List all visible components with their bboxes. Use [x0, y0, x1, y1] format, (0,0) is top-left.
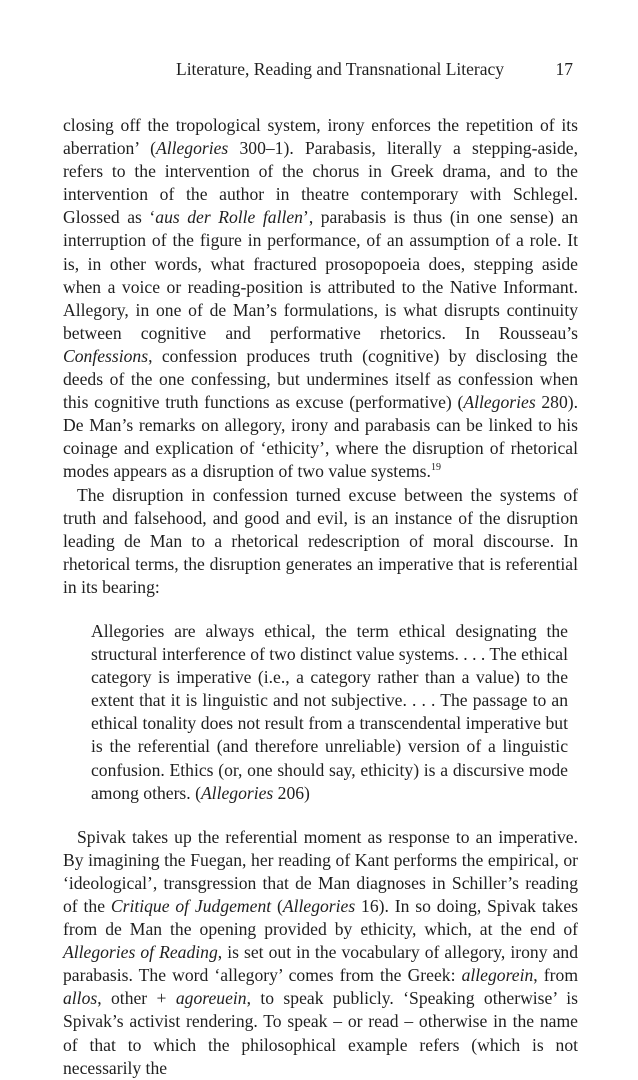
italic-text: allegorein [461, 965, 534, 986]
italic-text: Allegories [463, 392, 536, 413]
text-run: ( [271, 896, 283, 916]
running-header [176, 57, 573, 81]
italic-text: aus der Rolle fallen [155, 207, 303, 228]
text-run: closing off the tropological system, irony enforces the repetition of its aberration’ ( [63, 115, 578, 159]
text-run: Allegories are always ethical, the term ethical designating the structural interference of two distinct value systems. . . . The ethical category is imperative (i.e., a category rather than a value) to the extent that it is linguistic and not subjective. . . . The passage to an ethical tonality does not result from a transcendental imperative but is the referential (and therefore unreliable) version of a linguistic confusion. Ethics (or, one should say, ethicity) is a discursive mode among others. ( [91, 620, 568, 803]
block-quote [91, 620, 568, 805]
running-title: Literature, Reading and Transnational Literacy [176, 59, 505, 79]
italic-text: Allegories [200, 782, 274, 803]
text-run: , other + [97, 988, 176, 1009]
text-run: Spivak takes up the referential moment as response to an imperative. By imagining the Fuegan, her reading of Kant performs the empirical, or ‘ideological’, transgression that de Man diagnoses in Schiller’s reading of the [63, 826, 578, 916]
page-number: 17 [555, 59, 573, 79]
body-text [63, 114, 578, 1080]
italic-text: Allegories [155, 138, 229, 159]
italic-text: Confessions [63, 345, 149, 366]
text-run: , is set out in the vocabulary of allegory, irony and parabasis. The word ‘allegory’ comes from the Greek: [63, 942, 578, 986]
italic-text: Critique of Judgement [110, 896, 272, 916]
paragraph [63, 484, 578, 599]
footnote-marker: 19 [430, 462, 441, 474]
paragraph [63, 114, 578, 484]
paragraph [63, 826, 578, 1080]
text-run: , from [533, 965, 579, 986]
text-run: , confession produces truth (cognitive) by disclosing the deeds of the one confessing, but undermines itself as confession when this cognitive truth functions as excuse (performative) ( [63, 345, 578, 413]
text-run: , to speak publicly. ‘Speaking otherwise’ is Spivak’s activist rendering. To speak – or read – otherwise in the name of that to which the philosophical example refers (which is not necessarily the [63, 988, 578, 1078]
italic-text: Allegories [282, 896, 356, 916]
text-run: ’, parabasis is thus (in one sense) an interruption of the figure in performance, of an assumption of a role. It is, in other words, what fractured prosopopoeia does, stepping aside when a voice or reading-position is attributed to the Native Informant. Allegory, in one of de Man’s formulations, is what disrupts continuity between cognitive and performative rhetorics. In Rousseau’s [63, 207, 578, 343]
text-run: 16). In so doing, Spivak takes from de Man the opening provided by ethicity, which, at the end of [63, 896, 578, 940]
text-run: 280). De Man’s remarks on allegory, irony and parabasis can be linked to his coinage and explication of ‘ethicity’, where the disruption of rhetorical modes appears as a disruption of two value systems. [63, 392, 579, 482]
italic-text: Allegories of Reading [63, 942, 218, 963]
text-run: The disruption in confession turned excuse between the systems of truth and falsehood, and good and evil, is an instance of the disruption leading de Man to a rhetorical redescription of moral discourse. In rhetorical terms, the disruption generates an imperative that is referential in its bearing: [63, 484, 578, 597]
italic-text: allos [63, 988, 98, 1009]
text-run: 300–1). Parabasis, literally a stepping-aside, refers to the intervention of the chorus in Greek drama, and to the intervention of the author in theatre contemporary with Schlegel. Glossed as ‘ [63, 138, 579, 228]
italic-text: agoreuein [175, 988, 247, 1009]
text-run: 206) [273, 782, 310, 803]
